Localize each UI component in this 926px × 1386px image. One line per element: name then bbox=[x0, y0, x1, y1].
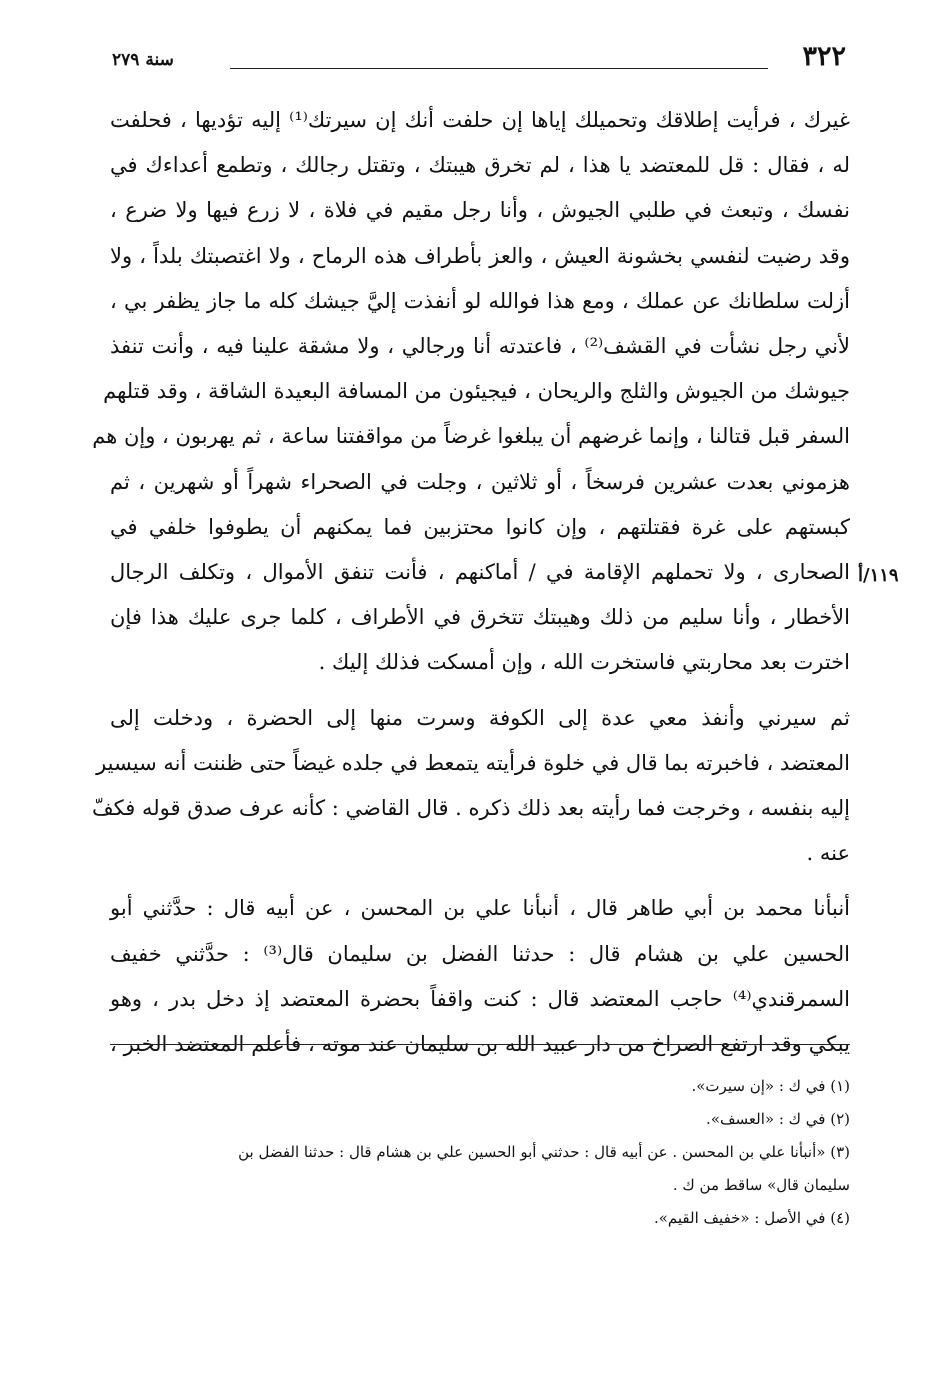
paragraph-1 bbox=[92, 98, 851, 686]
text-line: يبكي وقد ارتفع الصراخ من دار عبيد الله بن سليمان عند موته ، فأعلم المعتضد الخبر ، bbox=[110, 1032, 850, 1057]
text-line: وقد رضيت لنفسي بخشونة العيش ، والعز بأطراف هذه الرماح ، ولا اغتصبتك بلداً ، ولا bbox=[110, 243, 850, 268]
footnote-4: (٤) في الأصل : «خفيف القيم». bbox=[653, 1209, 850, 1227]
text-line: الحسين علي بن هشام قال : حدثنا الفضل بن سليمان قال⁽³⁾ : حدَّثني خفيف bbox=[110, 941, 850, 966]
footnote-3-continuation: سليمان قال» ساقط من ك . bbox=[672, 1176, 850, 1194]
text-line: كبستهم على غرة فقتلتهم ، وإن كانوا محتزبين فما يمكنهم أن يطوفوا خلفي في bbox=[110, 514, 850, 539]
footnote-3-text: (٣) «أنبأنا علي بن المحسن . عن أبيه قال : حدثني أبو الحسين علي بن هشام قال : حدثنا الفضل بن bbox=[238, 1143, 850, 1161]
text-line: أنبأنا محمد بن أبي طاهر قال ، أنبأنا علي بن المحسن ، عن أبيه قال : حدَّثني أبو bbox=[110, 896, 850, 921]
text-line: اخترت بعد محاربتي فاستخرت الله ، وإن أمسكت فذلك إليك . bbox=[318, 650, 850, 675]
header-rule bbox=[230, 68, 768, 69]
page-number: ٣٢٢ bbox=[802, 41, 846, 72]
text-line: لأني رجل نشأت في القشف⁽²⁾ ، فاعتدته أنا ورجالي ، ولا مشقة علينا فيه ، وأنت تنفذ bbox=[110, 334, 851, 359]
text-line: إليه بنفسه ، وخرجت فما رأيته بعد ذلك ذكره . قال القاضي : كأنه عرف صدق قوله فكفّ bbox=[91, 796, 850, 821]
paragraph-2 bbox=[91, 696, 850, 877]
running-head-year: سنة ٢٧٩ bbox=[112, 50, 174, 70]
text-line: الصحارى ، ولا تحملهم الإقامة في / أماكنهم ، فأنت تنفق الأموال ، وتكلف الرجال bbox=[110, 560, 850, 585]
text-line: عنه . bbox=[806, 841, 850, 866]
book-page bbox=[91, 0, 899, 1386]
footnote-3 bbox=[110, 1136, 850, 1202]
text-line: نفسك ، وتبعث في طلبي الجيوش ، وأنا رجل مقيم في فلاة ، لا زرع فيها ولا ضرع ، bbox=[110, 198, 850, 223]
main-text bbox=[91, 98, 851, 1067]
page-header bbox=[110, 40, 850, 76]
margin-folio-note: ١١٩/أ bbox=[858, 565, 899, 586]
text-line: المعتضد ، فاخبرته بما قال في خلوة فرأيته يتمعط في جلده غيضاً حتى ظننت أنه سيسير bbox=[96, 750, 850, 775]
footnote-1: (١) في ك : «إن سيرت». bbox=[691, 1077, 850, 1095]
footnote-divider bbox=[110, 1044, 850, 1045]
text-line: غيرك ، فرأيت إطلاقك وتحميلك إياها إن حلفت أنك إن سيرتك⁽¹⁾ إليه تؤديها ، فحلفت bbox=[110, 108, 850, 132]
text-line: جيوشك من الجيوش والثلج والريحان ، فيجيئون من المسافة البعيدة الشاقة ، وقد قتلهم bbox=[103, 379, 850, 404]
text-line: أزلت سلطانك عن عملك ، ومع هذا فوالله لو أنفذت إليَّ جيشك كله ما جاز يظفر بي ، bbox=[110, 288, 850, 313]
text-line: له ، فقال : قل للمعتضد يا هذا ، لم تخرق هيبتك ، وتقتل رجالك ، وتطمع أعداءك في bbox=[110, 153, 850, 178]
footnote-2: (٢) في ك : «العسف». bbox=[706, 1110, 850, 1128]
text-line: الأخطار ، وأنا سليم من ذلك وهيبتك تتخرق في الأطراف ، كلما جرى عليك هذا فإن bbox=[110, 605, 850, 630]
text-line: السفر قبل قتالنا ، وإنما غرضهم أن يبلغوا غرضاً من مواقفتنا ساعة ، ثم يهربون ، وإن هم bbox=[92, 424, 850, 449]
paragraph-3 bbox=[110, 886, 850, 1067]
text-line: هزموني بعدت عشرين فرسخاً ، أو ثلاثين ، وجلت في الصحراء شهراً أو شهرين ، ثم bbox=[110, 469, 850, 494]
text-line: ثم سيرني وأنفذ معي عدة إلى الكوفة وسرت منها إلى الحضرة ، ودخلت إلى bbox=[110, 705, 850, 730]
text-line: السمرقندي⁽⁴⁾ حاجب المعتضد قال : كنت واقفاً بحضرة المعتضد إذ دخل بدر ، وهو bbox=[110, 986, 850, 1011]
footnotes bbox=[110, 1070, 850, 1235]
